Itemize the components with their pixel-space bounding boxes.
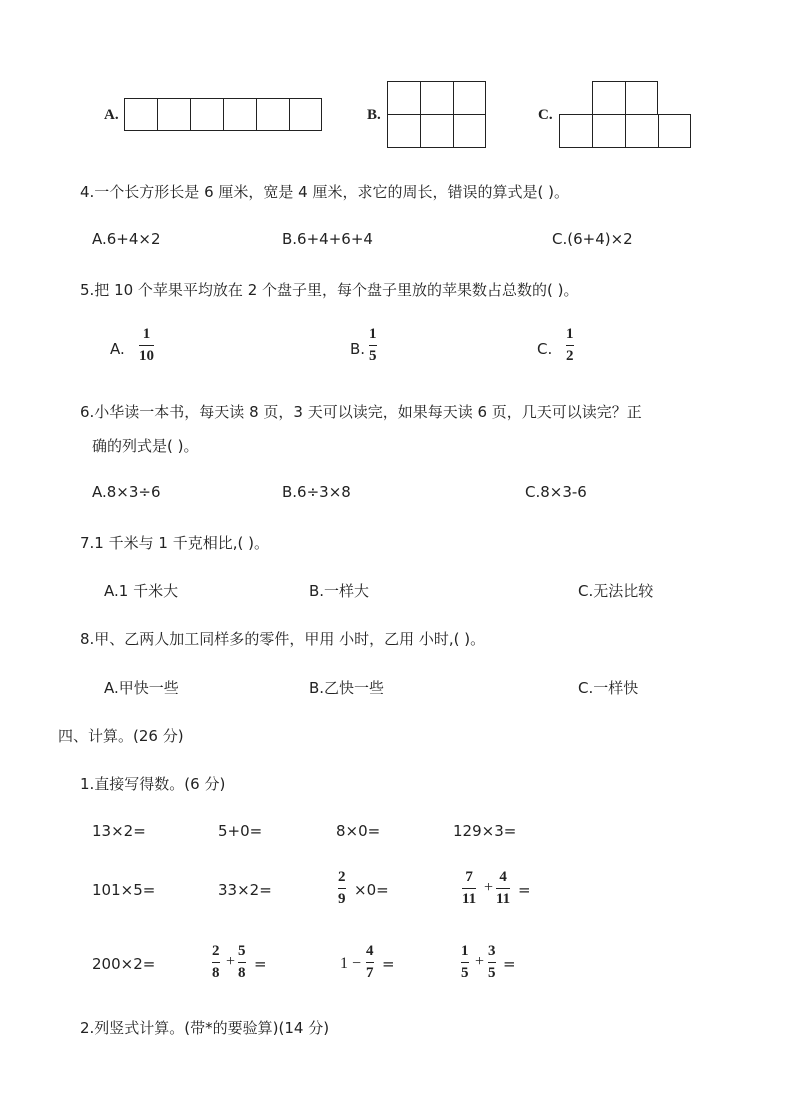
question-4-option-c[interactable]: C.(6+4)×2	[552, 230, 633, 248]
fraction-numerator: 1	[142, 326, 151, 342]
calc-item-lead: 1 −	[340, 955, 362, 972]
calc-item: 101×5=	[92, 881, 156, 899]
fraction-numerator: 3	[488, 943, 496, 959]
plus-sign: +	[226, 953, 236, 970]
question-8-option-b[interactable]: B.乙快一些	[309, 679, 385, 697]
fraction-bar	[462, 888, 476, 889]
fraction-bar	[338, 888, 346, 889]
plus-sign: +	[475, 953, 485, 970]
fraction-denominator: 8	[212, 965, 220, 982]
question-6-stem-line2: 确的列式是( )。	[92, 437, 199, 455]
fraction-denominator: 11	[462, 891, 477, 908]
question-5-stem: 5.把 10 个苹果平均放在 2 个盘子里，每个盘子里放的苹果数占总数的( )。	[80, 281, 579, 299]
question-4-option-a[interactable]: A.6+4×2	[92, 230, 161, 248]
fraction-bar	[366, 962, 374, 963]
fraction-numerator: 1	[461, 943, 469, 959]
section-4-title: 四、计算。(26 分)	[58, 727, 184, 745]
calc-fraction	[338, 870, 346, 907]
calc-item-tail: =	[518, 881, 531, 899]
fraction-bar	[139, 345, 154, 346]
figure-b-label: B.	[367, 107, 381, 123]
question-7-option-c[interactable]: C.无法比较	[578, 582, 654, 600]
question-5-option-a-fraction[interactable]	[139, 327, 154, 364]
fraction-bar	[212, 962, 220, 963]
fraction-numerator: 2	[338, 869, 346, 885]
figure-b-grid	[387, 81, 486, 148]
calc-item: 129×3=	[453, 822, 517, 840]
calc-item-tail: =	[254, 955, 267, 973]
plus-sign: +	[484, 879, 494, 896]
question-4-option-b[interactable]: B.6+4+6+4	[282, 230, 373, 248]
fraction-bar	[488, 962, 496, 963]
calc-item-tail: =	[382, 955, 395, 973]
question-6-stem-line1: 6.小华读一本书，每天读 8 页，3 天可以读完，如果每天读 6 页，几天可以读完？正	[80, 403, 642, 421]
calc-fraction	[212, 944, 220, 981]
figure-a-grid	[124, 98, 322, 131]
fraction-numerator: 4	[366, 943, 374, 959]
question-7-option-b[interactable]: B.一样大	[309, 582, 370, 600]
question-7-option-a[interactable]: A.1 千米大	[104, 582, 179, 600]
figure-c-grid	[559, 81, 691, 148]
fraction-denominator: 5	[488, 965, 496, 982]
question-6-option-c[interactable]: C.8×3-6	[525, 483, 587, 501]
question-8-stem: 8.甲、乙两人加工同样多的零件，甲用 小时，乙用 小时,( )。	[80, 630, 486, 648]
fraction-denominator: 7	[366, 965, 374, 982]
calc-item-tail: =	[503, 955, 516, 973]
fraction-denominator: 10	[139, 348, 154, 365]
fraction-numerator: 5	[238, 943, 246, 959]
question-4-stem: 4.一个长方形长是 6 厘米，宽是 4 厘米，求它的周长，错误的算式是( )。	[80, 183, 569, 201]
part-1-title: 1.直接写得数。(6 分)	[80, 775, 226, 793]
calc-item-tail: ×0=	[354, 881, 389, 899]
fraction-denominator: 9	[338, 891, 346, 908]
fraction-bar	[238, 962, 246, 963]
fraction-numerator: 4	[499, 869, 507, 885]
fraction-bar	[369, 345, 377, 346]
fraction-denominator: 5	[369, 348, 377, 365]
fraction-denominator: 2	[566, 348, 574, 365]
fraction-numerator: 2	[212, 943, 220, 959]
calc-fraction	[461, 944, 469, 981]
calc-item: 200×2=	[92, 955, 156, 973]
calc-fraction	[496, 870, 510, 907]
fraction-numerator: 1	[566, 326, 574, 342]
question-5-option-b-label[interactable]: B.	[350, 340, 366, 358]
calc-fraction	[488, 944, 496, 981]
figure-a-label: A.	[104, 107, 119, 123]
question-5-option-c-fraction[interactable]	[566, 327, 574, 364]
question-5-option-c-label[interactable]: C.	[537, 340, 553, 358]
calc-fraction	[238, 944, 246, 981]
question-5-option-b-fraction[interactable]	[369, 327, 377, 364]
fraction-bar	[461, 962, 469, 963]
question-5-option-a-label[interactable]: A.	[110, 340, 125, 358]
calc-item: 33×2=	[218, 881, 272, 899]
fraction-numerator: 1	[369, 326, 377, 342]
part-2-title: 2.列竖式计算。(带*的要验算)(14 分)	[80, 1019, 330, 1037]
calc-fraction	[366, 944, 374, 981]
question-8-option-a[interactable]: A.甲快一些	[104, 679, 179, 697]
calc-item: 13×2=	[92, 822, 146, 840]
calc-item: 8×0=	[336, 822, 381, 840]
calc-item: 5+0=	[218, 822, 263, 840]
calc-fraction	[462, 870, 476, 907]
question-6-option-a[interactable]: A.8×3÷6	[92, 483, 161, 501]
figure-c-label: C.	[538, 107, 553, 123]
fraction-numerator: 7	[465, 869, 473, 885]
fraction-bar	[566, 345, 574, 346]
fraction-denominator: 11	[496, 891, 511, 908]
question-7-stem: 7.1 千米与 1 千克相比,( )。	[80, 534, 269, 552]
fraction-denominator: 8	[238, 965, 246, 982]
fraction-denominator: 5	[461, 965, 469, 982]
fraction-bar	[496, 888, 510, 889]
question-8-option-c[interactable]: C.一样快	[578, 679, 639, 697]
question-6-option-b[interactable]: B.6÷3×8	[282, 483, 351, 501]
